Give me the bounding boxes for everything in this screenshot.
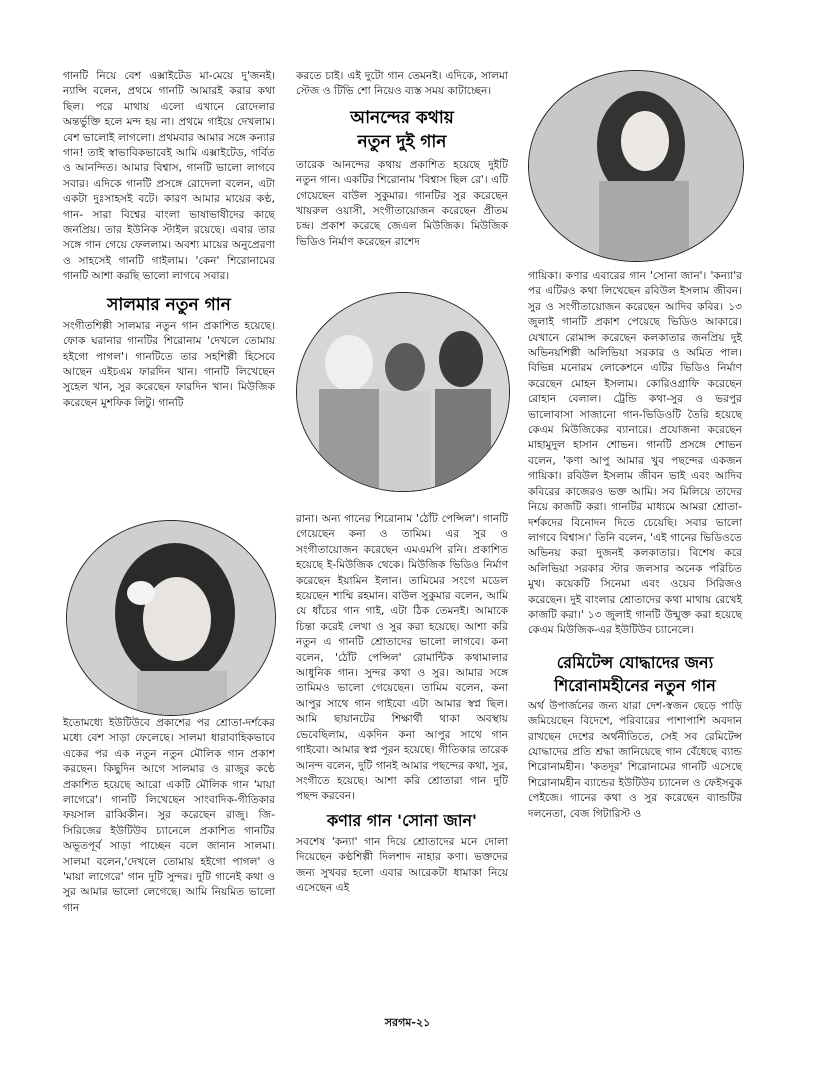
shironamhin-heading-line-2: শিরোনামহীনের নতুন গান [554, 675, 716, 695]
kona-heading: কণার গান 'সোনা জান' [327, 810, 477, 830]
kona-paragraph-2: গায়িকা। কণার এবারের গান 'সোনা জান'। 'কন্যা'র পর এটিরও কথা লিখেছেন রবিউল ইসলাম জীবন। সুর ও সংগীতায়োজন করেছেন আদিব কবির। ১৩ জুলাই গানটি প্রকাশ পেয়েছে ভিডিও আকারে। যেখানে রোমান্স করেছেন কলকাতার জনপ্রিয় দুই অভিনয়শিল্পী অলিভিয়া সরকার ও অমিত পাল। বিভিন্ন মনোরম লোকেশনে এটির ভিডিও নির্মাণ করেছেন মোহন ইসলাম। কোরিওগ্রাফি করেছেন রোহান বেলাল। ট্রেন্ডি কথা-সুর ও ভরপুর ভালোবাসা সাজানো গান-ভিডিওটি তৈরি হয়েছে কেএম মিউজিকের ব্যানারে। প্রযোজনা করেছেন মাহামুদুল হাসান শোভন। গানটি প্রসঙ্গে শোভন বলেন, 'কণা আপু আমার খুব পছন্দের একজন গায়িকা। রবিউল ইসলাম জীবন ভাই এবং আদিব কবিরের কাজেরও ভক্ত আমি। সব মিলিয়ে তাদের নিয়ে কাজটি করা। গানটির মাধ্যমে আমরা শ্রোতা-দর্শকদের বিনোদন দিতে চেয়েছি। সবার ভালো লাগবে বিশ্বাস।' তিনি বলেন, 'এই গানের ভিডিওতে অভিনয় করা দুজনই কলকাতার। বিশেষ করে অলিভিয়া সরকার স্টার জলসার অনেক পরিচিত মুখ। কয়েকটি সিনেমা এবং ওয়েব সিরিজও করেছেন। দুই বাংলার শ্রোতাদের কথা মাথায় রেখেই কাজটি করা।' ১৩ জুলাই গানটি উন্মুক্ত করা হয়েছে কেএম মিউজিক-এর ইউটিউব চ্যানেলে। [528, 270, 742, 637]
column-3 [528, 269, 742, 822]
nancy-story-paragraph: গানটি নিয়ে বেশ এক্সাইটেড মা-মেয়ে দু'জনই। ন্যান্সি বলেন, প্রথমে গানটি আমারই করার কথা ছিল। পরে মাথায় এলো এখানে রোদেলার অন্তর্ভুক্তি হলে মন্দ হয় না। প্রথমে গাইয়ে দেখলাম। বেশ ভালোই লাগলো। প্রথমবার আমার সঙ্গে কন্যার গান! তাই স্বাভাবিকভাবেই আমি এক্সাইটেড, গর্বিত ও আনন্দিত। আমার বিশ্বাস, গানটি ভালো লাগবে সবার। এদিকে গানটি প্রসঙ্গে রোদেলা বলেন, এটা একটা দুঃসাহসই বটে। কারণ আমার মায়ের কণ্ঠ, গান- সারা বিশ্বের বাংলা ভাষাভাষীদের কাছে জনপ্রিয়। তার ইউনিক স্টাইল রয়েছে। এবার তার সঙ্গে গান গেয়ে ফেললাম। অবশ্য মায়ের অনুপ্রেরণা ও সাহসেই গানটি গাইলাম। 'কেন' শিরোনামের গানটি আশা করছি ভালো লাগবে সবার। [63, 70, 275, 283]
column-2 [296, 69, 508, 250]
anonder-heading-line-2: নতুন দুই গান [357, 131, 447, 152]
olivia-photo [528, 70, 744, 262]
salma-paragraph-1: সংগীতশিল্পী সালমার নতুন গান প্রকাশিত হয়েছে। ফোক ঘরানার গানটির শিরোনাম 'দেখলে তোমায় হইগো পাগল'। গানটিতে তার সহশিল্পী হিসেবে আছেন এইচএম ফারদিন খান। গানটি লিখেছেন সুহেল খান, সুর করেছেন ফারদিন খান। মিউজিক করেছেন মুশফিক লিটু। গানটি [63, 319, 275, 409]
anonder-paragraph-2: রানা। অন্য গানের শিরোনাম 'ঠোঁট পেন্সিল'। গানটি গেয়েছেন কনা ও তামিম। এর সুর ও সংগীতায়োজন করেছেন এমএমপি রনি। প্রকাশিত হয়েছে ই-মিউজিক থেকে। মিউজিক ভিডিও নির্মাণ করেছেন ইয়ামিন ইলান। তামিমের সংগে মডেল হয়েছেন শাম্মি রহমান। বাউল সুকুমার বলেন, আমি যে ধাঁচের গান গাই, এটা ঠিক তেমনই। আমাকে চিন্তা করেই লেখা ও সুর করা হয়েছে। আশা করি নতুন এ গানটি শ্রোতাদের ভালো লাগবে। কনা বলেন, 'ঠোঁট পেন্সিল' রোমান্টিক কথামালার আধুনিক গান। সুন্দর কথা ও সুর। আমার সঙ্গে তামিমও ভালো গেয়েছেন। তামিম বলেন, কনা আপুর সাথে গান গাইবো এটা আমার স্বপ্ন ছিল। আমি ছায়ানটের শিক্ষার্থী থাকা অবস্থায় ভেবেছিলাম, একদিন কনা আপুর সাথে গান গাইবো। আমার স্বপ্ন পূরন হয়েছে। গীতিকার তারেক আনন্দ বলেন, দুটি গানই আমার পছন্দের কথা, সুর, সংগীতে হয়েছে। আশা করি শ্রোতারা গান দুটি পছন্দ করবেন। [296, 513, 508, 803]
salma-photo [66, 520, 276, 716]
shironamhin-heading-line-1: রেমিটেন্স যোদ্ধাদের জন্য [556, 652, 714, 672]
column-2-bottom [296, 512, 508, 896]
anonder-paragraph-1: তারেক আনন্দের কথায় প্রকাশিত হয়েছে দুইটি নতুন গান। একটির শিরোনাম 'বিশ্বাস ছিল রে'। এটি গেয়েছেন বাউল সুকুমার। গানটির সুর করেছেন খায়রুল ওয়াসী, সংগীতায়োজন করেছেন প্রীতম চন্দ্র। প্রকাশ করেছে জেএল মিউজিক। মিউজিক ভিডিও নির্মাণ করেছেন রাশেদ [296, 158, 508, 248]
page-number: সরগম-২১ [384, 1016, 431, 1029]
anonder-heading-line-1: আনন্দের কথায় [350, 107, 454, 128]
salma-paragraph-3: করতে চাই। এই দুটো গান তেমনই। এদিকে, সালমা স্টেজ ও টিভি শো নিয়েও ব্যস্ত সময় কাটাচ্ছেন। [296, 70, 508, 98]
column-1-bottom [63, 716, 275, 916]
baul-kona-tamim-photo [296, 292, 510, 492]
column-1 [63, 69, 275, 411]
kona-paragraph-1: সবশেষ 'কন্যা' গান দিয়ে শ্রোতাদের মনে দোলা দিয়েছেন কণ্ঠশিল্পী দিলশাদ নাহার কণা। ভক্তদের জন্য সুখবর হলো এবার আরেকটা ধামাকা নিয়ে এসেছেন এই [296, 835, 508, 894]
salma-paragraph-2: ইতোমধ্যে ইউটিউবে প্রকাশের পর শ্রোতা-দর্শকের মধ্যে বেশ সাড়া ফেলেছে। সালমা ধারাবাহিকভাবে একের পর এক নতুন নতুন মৌলিক গান প্রকাশ করছেন। কিছুদিন আগে সালমার ও রাজুর কণ্ঠে প্রকাশিত হয়েছে আরো একটি মৌলিক গান 'মায়া লাগেরে'। গানটি লিখেছেন সাংবাদিক-গীতিকার ফয়সাল রাব্বিকীন। সুর করেছেন রাজু। জি-সিরিজের ইউটিউব চ্যানেলে প্রকাশিত গানটির অভূতপূর্ব সাড়া পাচ্ছেন বলে জানান সালমা। সালমা বলেন,'দেখলে তোমায় হইগো পাগল' ও 'মায়া লাগেরে' গান দুটি সুন্দর। দুটি গানেই কথা ও সুর আমার ভালো লেগেছে। আমি নিয়মিত ভালো গান [63, 717, 275, 914]
salma-heading: সালমার নতুন গান [107, 294, 231, 315]
shironamhin-paragraph: অর্থ উপার্জনের জন্য যারা দেশ-স্বজন ছেড়ে পাড়ি জমিয়েছেন বিদেশে, পরিবারের পাশাপাশি অবদান রাখছেন দেশের অর্থনীতিতে, সেই সব রেমিটেন্স যোদ্ধাদের প্রতি শ্রদ্ধা জানিয়েছে গান বেঁধেছে ব্যান্ড শিরোনামহীন। 'কতদূর' শিরোনামের গানটি এসেছে শিরোনামহীন ব্যান্ডের ইউটিউব চ্যানেল ও ফেইসবুক পেইজে। গানের কথা ও সুর করেছেন ব্যান্ডটির দলনেতা, বেজ গিটারিস্ট ও [528, 699, 742, 820]
